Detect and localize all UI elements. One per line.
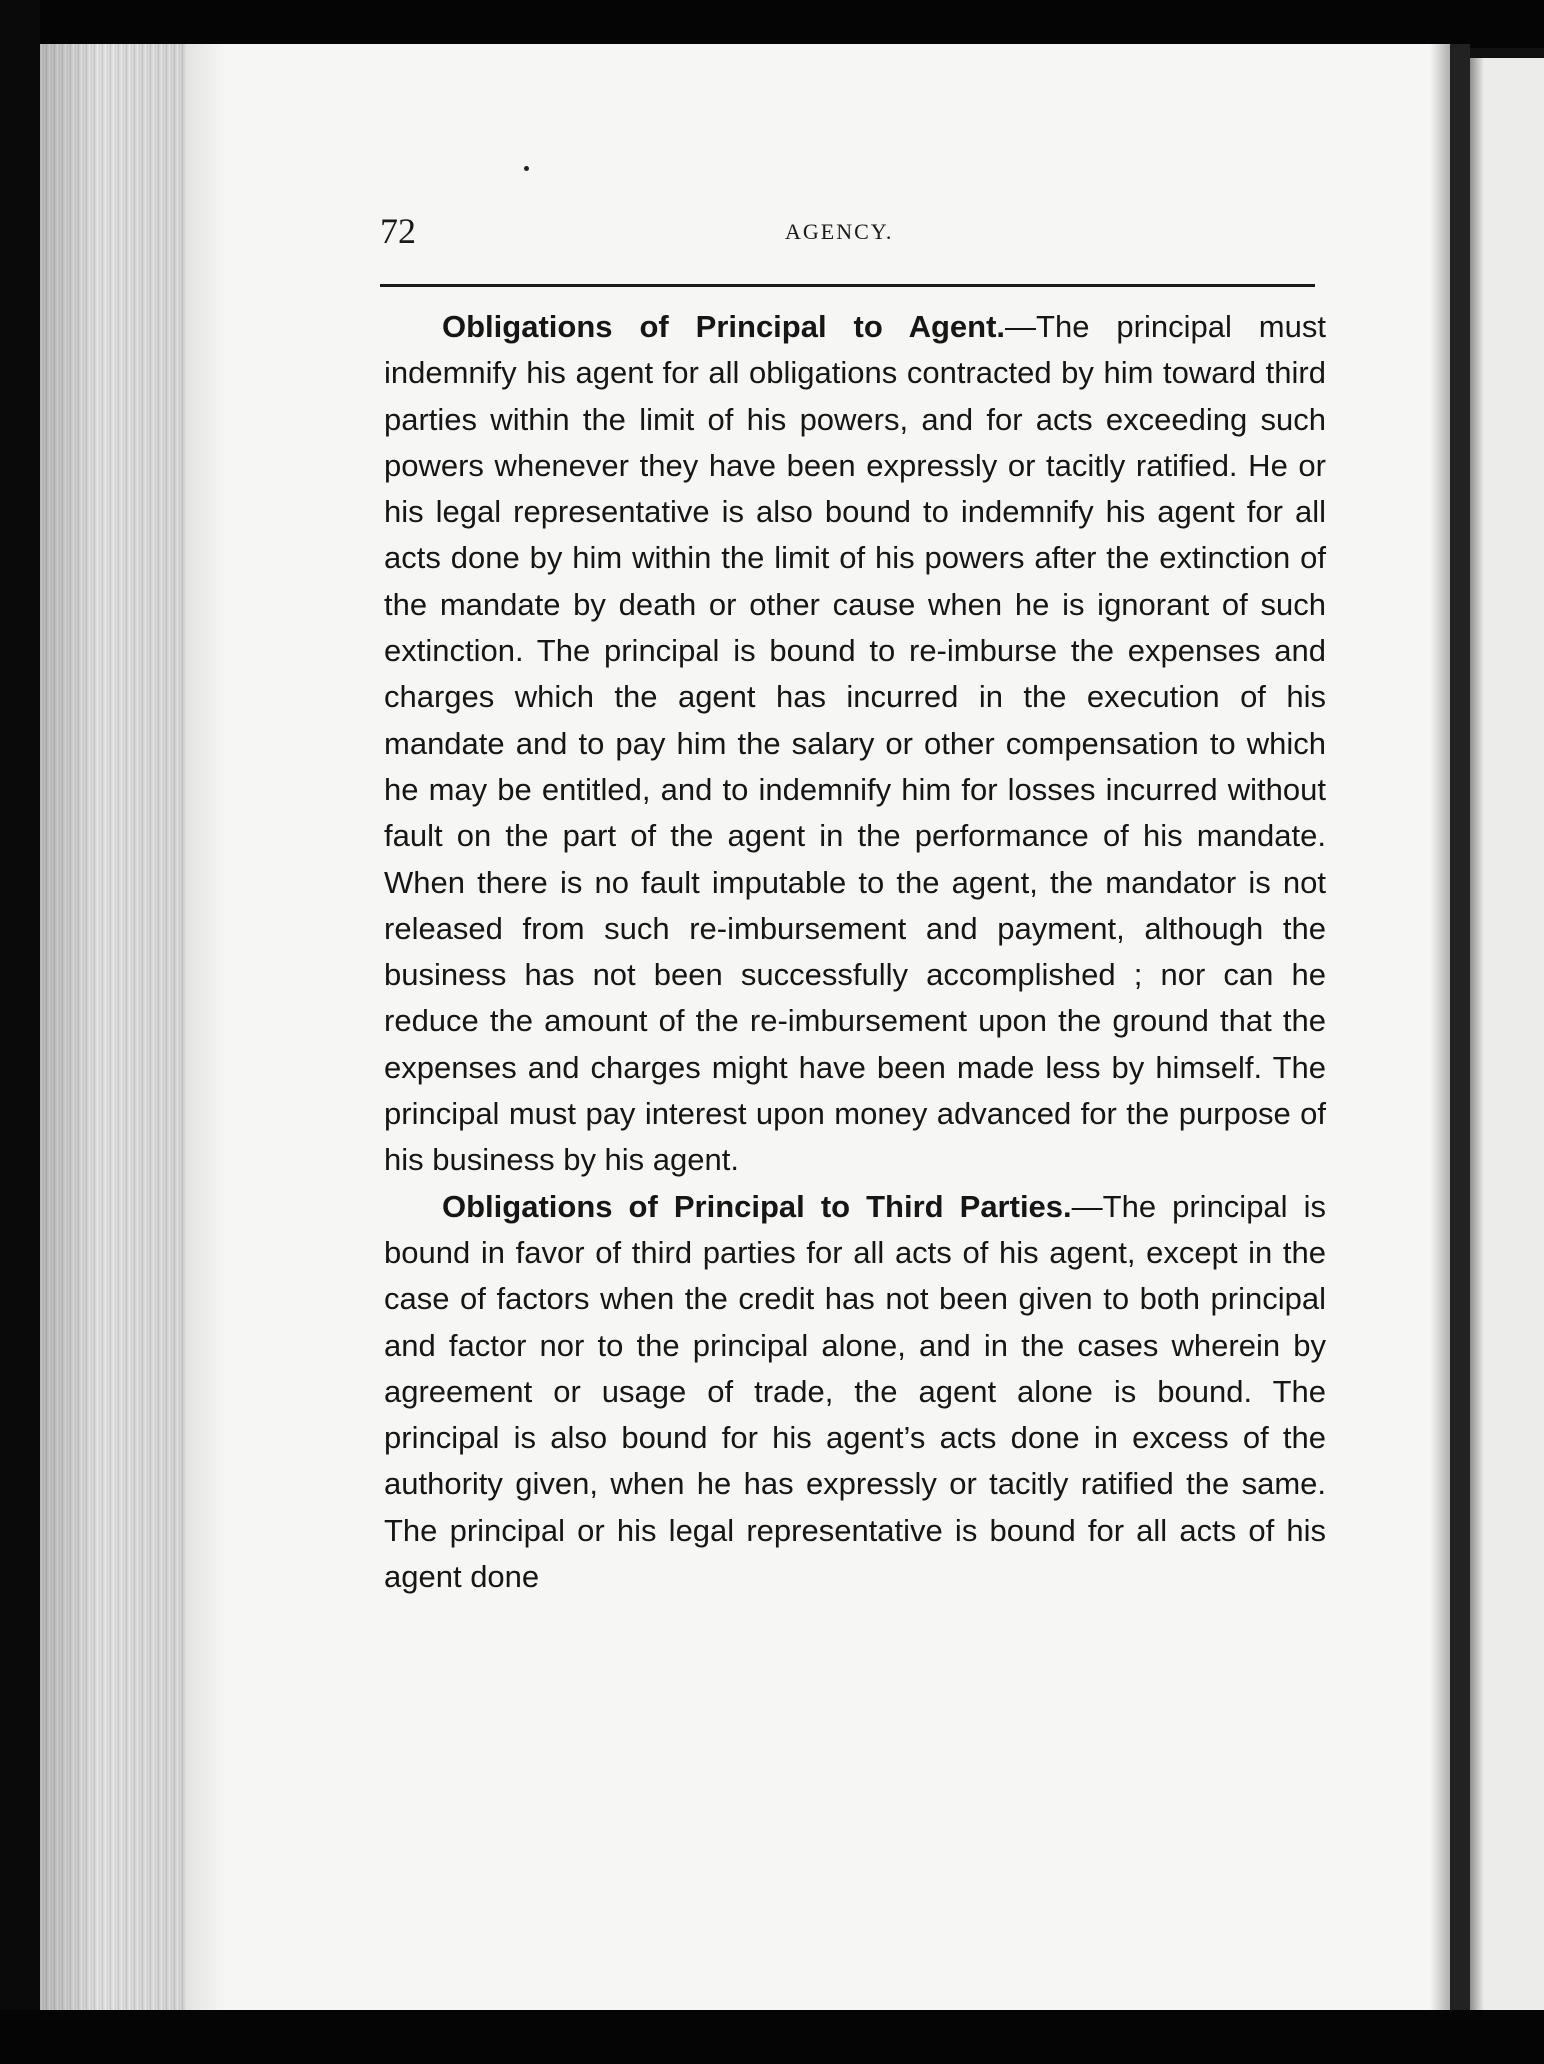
scan-border-top xyxy=(0,0,1544,48)
paragraph xyxy=(384,1184,1326,1601)
scan-speck xyxy=(524,166,529,171)
body-text xyxy=(384,304,1326,1600)
paragraph xyxy=(384,304,1326,1184)
paragraph-heading: Obligations of Principal to Third Parties. xyxy=(442,1188,1072,1224)
paragraph-body: —The principal must indemnify his agent for all obligations contracted by him toward third parties within the limit of his powers, and for acts exceeding such powers whenever they have been expressly or tacitly ratified. He or his legal representative is also bound to indemnify his agent for all acts done by him within the limit of his powers after the extinction of the mandate by death or other cause when he is ignorant of such extinction. The principal is bound to re-imburse the expenses and charges which the agent has incurred in the execution of his mandate and to pay him the salary or other compensation to which he may be entitled, and to indemnify him for losses incurred without fault on the part of the agent in the performance of his mandate. When there is no fault imputable to the agent, the mandator is not released from such re-imbursement and payment, although the business has not been successfully accomplished ; nor can he reduce the amount of the re-imbursement upon the ground that the expenses and charges might have been made less by himself. The principal must pay interest upon money advanced for the purpose of his business by his agent. xyxy=(384,309,1326,1178)
book-page-edges xyxy=(40,44,190,2016)
page-header xyxy=(380,206,1315,256)
running-head: AGENCY. xyxy=(785,219,894,244)
gutter xyxy=(1450,44,1470,2016)
scan-border-left xyxy=(0,0,40,2064)
paragraph-body: —The principal is bound in favor of third parties for all acts of his agent, except in the case of factors when the credit has not been given to both principal and factor nor to the principal alone, and in the cases wherein by agreement or usage of trade, the agent alone is bound. The principal is also bound for his agent’s acts done in excess of the authority given, when he has expressly or tacitly ratified the same. The principal or his legal representative is bound for all acts of his agent done xyxy=(384,1188,1326,1595)
facing-page-edge xyxy=(1470,58,1544,2018)
scan-border-bottom xyxy=(0,2010,1544,2064)
paragraph-heading: Obligations of Principal to Agent. xyxy=(442,309,1006,344)
page-number: 72 xyxy=(380,211,416,251)
header-rule xyxy=(380,284,1315,287)
